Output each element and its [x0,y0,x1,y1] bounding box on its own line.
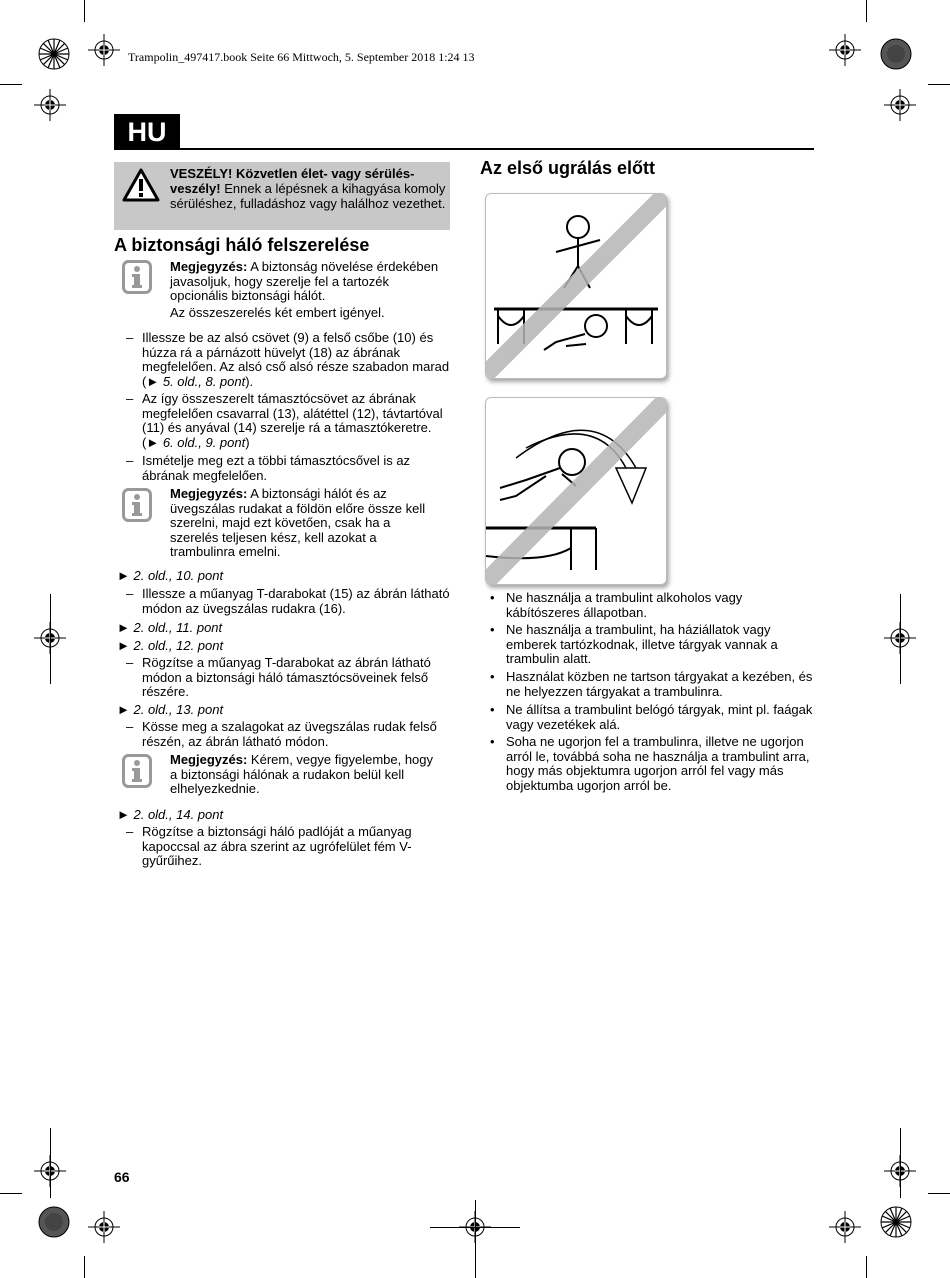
registration-mark-icon [884,89,916,121]
instruction-item: – Rögzítse a műanyag T-darabokat az ábrán látható módon a biztonsági háló támasztócsöveinek felső részére. [126,656,452,700]
info-icon [122,488,152,522]
page-reference: ► 6. old., 9. pont [146,434,246,450]
step-text: 2. old., 12. pont [133,638,224,653]
registration-mark-icon [829,34,861,66]
instruction-text: ). [245,373,254,389]
instruction-item: – Az így összeszerelt támasztócsövet az ábrának megfelelően csavarral (13), alátéttel (12), távtartóval (11) és anyával (14) szerelje rá a támasztókeretre. (► 6. old., 9. pont) [126,391,443,450]
instruction-text: Illessze a műanyag T-darabokat (15) az ábrán látható módon az üvegszálas rudakra (16). [142,586,450,616]
warning-box [114,162,450,230]
instruction-text: Kösse meg a szalagokat az üvegszálas rudak felső részén, az ábrán látható módon. [142,719,437,749]
note-2 [170,487,442,560]
instruction-item: – Rögzítse a biztonsági háló padlóját a műanyag kapoccsal az ábra szerint az ugrófelület fém V-gyűrűihez. [126,825,452,869]
instruction-item: – Ismételje meg ezt a többi támasztócsővel is az ábrának megfelelően. [126,454,452,484]
instruction-text: Illessze be az alsó csövet (9) a felső csőbe (10) és húzza rá a párnázott hüvelyt (18) az ábrának megfelelően. Az alsó cső alsó része szabadon marad ( [142,330,450,389]
instruction-item: – Illessze a műanyag T-darabokat (15) az ábrán látható módon az üvegszálas rudakra (16). [126,587,452,617]
note-text: A biztonsági hálót és az üvegszálas rudakat a földön előre össze kell szerelni, majd ezt követően, csak ha a szerelés teljesen kész, kell azokat a trambulinra emelni. [170,486,426,559]
instruction-text: Ismételje meg ezt a többi támasztócsővel is az ábrának megfelelően. [142,453,411,483]
instruction-text: Az így összeszerelt támasztócsövet az ábrának megfelelően csavarral (13), alátéttel (12), távtartóval (11) és anyával (14) szerelje rá a támasztókeretre. ( [142,391,443,450]
warning-body: Ennek a lépésnek a kihagyása komoly sérüléshez, fulladáshoz vagy halálhoz vezethet. [170,181,446,211]
trim-line [84,1256,85,1278]
file-header: Trampolin_497417.book Seite 66 Mittwoch, 5. September 2018 1:24 13 [128,50,475,64]
registration-mark-icon [829,1211,861,1243]
note-text: Kérem, vegye figyelembe, hogy a biztonsági hálónak a rudakon belül kell elhelyezkednie. [170,752,434,796]
safety-bullet: • Ne állítsa a trambulint belógó tárgyak, mint pl. faágak vagy vezetékek alá. [490,703,816,733]
gray-registration-dot-icon [38,1206,70,1238]
warning-triangle-icon [122,168,160,202]
note-label: Megjegyzés: [170,752,248,767]
bullet-text: Soha ne ugorjon fel a trambulinra, illetve ne ugorjon arról le, továbbá soha ne használja a trambulint arra, hogy más objektumra ugorjon arról fel vagy más objektumba ugorjon arról be. [506,734,810,793]
info-icon [122,260,152,294]
step-text: 2. old., 13. pont [133,702,224,717]
bullet-text: Ne használja a trambulint, ha háziállatok vagy emberek tartózkodnak, illetve tárgyak vannak a trambulin alatt. [506,622,778,666]
instruction-item: – Illessze be az alsó csövet (9) a felső csőbe (10) és húzza rá a párnázott hüvelyt (18) az ábrának megfelelően. Az alsó cső alsó része szabadon marad (► 5. old., 8. pont). [126,330,450,389]
illustration-no-person-under-trampoline [485,193,667,379]
trim-line [928,84,950,85]
instruction-text: ) [245,434,250,450]
trim-line [866,0,867,22]
warning-title: VESZÉLY! Közvetlen élet- vagy sérülés-veszély! [170,166,415,196]
note-3 [170,753,442,797]
registration-mark-icon [34,89,66,121]
step-reference: ► 2. old., 11. pont [117,620,223,635]
note-text: A biztonság növelése érdekében javasoljuk, hogy szerelje fel a tartozék opcionális biztonsági hálót. [170,259,439,303]
instruction-text: Rögzítse a biztonsági háló padlóját a műanyag kapoccsal az ábra szerint az ugrófelület fém V-gyűrűihez. [142,824,412,868]
header-rule [114,148,814,150]
note-1-extra: Az összeszerelés két embert igényel. [170,305,385,320]
starburst-registration-icon [38,38,70,70]
trim-line [0,84,22,85]
language-tag: HU [114,114,180,150]
bullet-text: Ne használja a trambulint alkoholos vagy kábítószeres állapotban. [506,590,743,620]
instruction-text: Rögzítse a műanyag T-darabokat az ábrán látható módon a biztonsági háló támasztócsöveinek felső részére. [142,655,431,699]
info-icon [122,754,152,788]
note-label: Megjegyzés: [170,259,248,274]
trim-line [866,1256,867,1278]
page-number: 66 [114,1169,130,1185]
page-reference: ► 5. old., 8. pont [146,373,246,389]
step-reference: ► 2. old., 10. pont [117,568,224,583]
trim-line [84,0,85,22]
trim-line [928,1193,950,1194]
gray-registration-dot-icon [880,38,912,70]
safety-bullet: • Használat közben ne tartson tárgyakat a kezében, és ne helyezzen tárgyakat a trambulinra. [490,670,816,700]
section-heading-before-first-jump: Az első ugrálás előtt [480,158,656,178]
trim-line [50,594,51,684]
registration-mark-icon [88,1211,120,1243]
instruction-item: – Kösse meg a szalagokat az üvegszálas rudak felső részén, az ábrán látható módon. [126,720,452,750]
prohibited-illustration-icon [486,194,666,378]
step-reference: ► 2. old., 13. pont [117,702,224,717]
trim-line [0,1193,22,1194]
note-1 [170,260,442,304]
step-text: 2. old., 14. pont [133,807,224,822]
registration-mark-icon [88,34,120,66]
trim-line [900,1128,901,1198]
note-label: Megjegyzés: [170,486,248,501]
safety-bullet: • Ne használja a trambulint alkoholos vagy kábítószeres állapotban. [490,591,816,621]
trim-line [50,1128,51,1198]
bullet-text: Ne állítsa a trambulint belógó tárgyak, mint pl. faágak vagy vezetékek alá. [506,702,813,732]
illustration-no-somersault [485,397,667,585]
trim-line [475,1200,476,1278]
section-heading-safety-net: A biztonsági háló felszerelése [114,235,370,255]
prohibited-illustration-icon [486,398,666,584]
safety-bullet: • Ne használja a trambulint, ha háziállatok vagy emberek tartózkodnak, illetve tárgyak vannak a trambulin alatt. [490,623,816,669]
warning-text [170,166,446,211]
step-text: 2. old., 11. pont [133,620,223,635]
starburst-registration-icon [880,1206,912,1238]
safety-bullet: • Soha ne ugorjon fel a trambulinra, illetve ne ugorjon arról le, továbbá soha ne használja a trambulint arra, hogy más objektumra ugorjon arról fel vagy más objektumba ugorjon arról be. [490,735,816,795]
trim-line [900,594,901,684]
step-reference: ► 2. old., 14. pont [117,807,224,822]
bullet-text: Használat közben ne tartson tárgyakat a kezében, és ne helyezzen tárgyakat a trambulinra. [506,669,813,699]
step-text: 2. old., 10. pont [133,568,224,583]
step-reference: ► 2. old., 12. pont [117,638,224,653]
